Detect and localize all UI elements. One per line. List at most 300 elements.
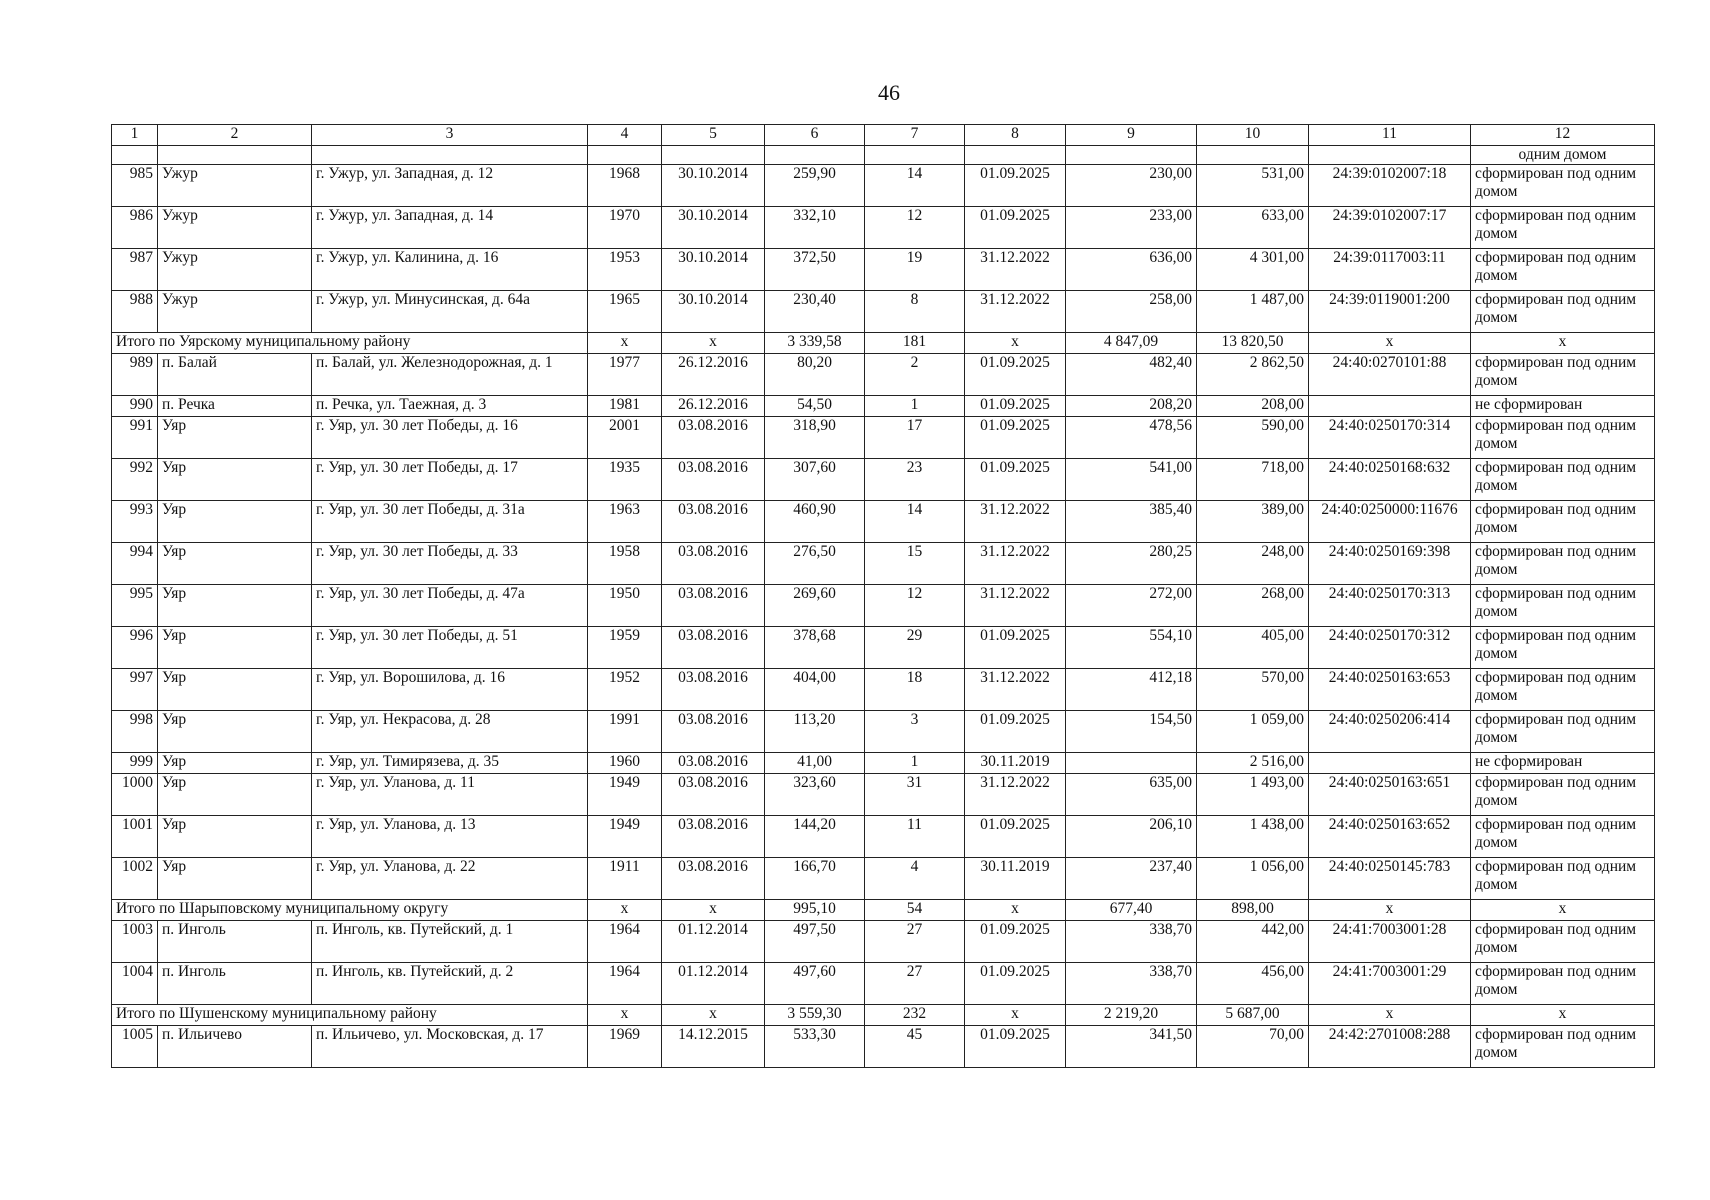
row-number: 992 bbox=[112, 459, 158, 501]
table-cell bbox=[112, 146, 158, 165]
land-area bbox=[1066, 753, 1197, 774]
land-status: сформирован под одним домом bbox=[1471, 963, 1655, 1005]
row-number: 986 bbox=[112, 207, 158, 249]
cadastral-number: 24:41:7003001:28 bbox=[1309, 921, 1471, 963]
relocation-date: 31.12.2022 bbox=[965, 249, 1066, 291]
land-status: сформирован под одним домом bbox=[1471, 921, 1655, 963]
residents: 15 bbox=[865, 543, 965, 585]
year-built: 1949 bbox=[588, 774, 662, 816]
table-row bbox=[112, 963, 1655, 1005]
cadastral-number bbox=[1309, 396, 1471, 417]
table-row bbox=[112, 816, 1655, 858]
table-row bbox=[112, 291, 1655, 333]
subtotal-cell: 677,40 bbox=[1066, 900, 1197, 921]
area: 276,50 bbox=[765, 543, 865, 585]
table-row bbox=[112, 1026, 1655, 1068]
relocation-date: 01.09.2025 bbox=[965, 627, 1066, 669]
page-number: 46 bbox=[878, 80, 900, 105]
table-cell bbox=[588, 146, 662, 165]
relocation-date: 01.09.2025 bbox=[965, 459, 1066, 501]
column-header: 12 bbox=[1471, 125, 1655, 146]
subtotal-cell: x bbox=[1471, 333, 1655, 354]
subtotal-cell: 3 339,58 bbox=[765, 333, 865, 354]
column-header: 5 bbox=[662, 125, 765, 146]
address: г. Уяр, ул. 30 лет Победы, д. 33 bbox=[312, 543, 588, 585]
land-status: сформирован под одним домом bbox=[1471, 291, 1655, 333]
subtotal-cell: 5 687,00 bbox=[1197, 1005, 1309, 1026]
date-recognized: 30.10.2014 bbox=[662, 207, 765, 249]
residents: 31 bbox=[865, 774, 965, 816]
table-row bbox=[112, 459, 1655, 501]
land-area-2: 1 493,00 bbox=[1197, 774, 1309, 816]
subtotal-cell: 13 820,50 bbox=[1197, 333, 1309, 354]
row-number: 997 bbox=[112, 669, 158, 711]
settlement: п. Ильичево bbox=[158, 1026, 312, 1068]
year-built: 1952 bbox=[588, 669, 662, 711]
land-area: 272,00 bbox=[1066, 585, 1197, 627]
table-row bbox=[112, 249, 1655, 291]
settlement: Уяр bbox=[158, 711, 312, 753]
row-number: 995 bbox=[112, 585, 158, 627]
relocation-date: 01.09.2025 bbox=[965, 921, 1066, 963]
settlement: Уяр bbox=[158, 858, 312, 900]
subtotal-cell: x bbox=[662, 333, 765, 354]
land-area: 482,40 bbox=[1066, 354, 1197, 396]
year-built: 1977 bbox=[588, 354, 662, 396]
year-built: 1950 bbox=[588, 585, 662, 627]
cadastral-number: 24:42:2701008:288 bbox=[1309, 1026, 1471, 1068]
table-row bbox=[112, 669, 1655, 711]
land-area: 478,56 bbox=[1066, 417, 1197, 459]
subtotal-label: Итого по Шушенскому муниципальному району bbox=[112, 1005, 588, 1026]
address: г. Уяр, ул. Тимирязева, д. 35 bbox=[312, 753, 588, 774]
subtotal-cell: x bbox=[965, 1005, 1066, 1026]
row-number: 991 bbox=[112, 417, 158, 459]
residents: 29 bbox=[865, 627, 965, 669]
year-built: 1959 bbox=[588, 627, 662, 669]
residents: 14 bbox=[865, 165, 965, 207]
continuation-row bbox=[112, 146, 1655, 165]
subtotal-cell: x bbox=[1309, 900, 1471, 921]
area: 259,90 bbox=[765, 165, 865, 207]
residents: 18 bbox=[865, 669, 965, 711]
year-built: 1953 bbox=[588, 249, 662, 291]
area: 372,50 bbox=[765, 249, 865, 291]
year-built: 1969 bbox=[588, 1026, 662, 1068]
table-cell bbox=[965, 146, 1066, 165]
cadastral-number: 24:39:0102007:17 bbox=[1309, 207, 1471, 249]
row-number: 996 bbox=[112, 627, 158, 669]
relocation-date: 31.12.2022 bbox=[965, 585, 1066, 627]
subtotal-cell: 181 bbox=[865, 333, 965, 354]
subtotal-row bbox=[112, 1005, 1655, 1026]
subtotal-cell: x bbox=[1309, 1005, 1471, 1026]
subtotal-cell: x bbox=[1309, 333, 1471, 354]
settlement: п. Инголь bbox=[158, 963, 312, 1005]
land-status: сформирован под одним домом bbox=[1471, 858, 1655, 900]
year-built: 1991 bbox=[588, 711, 662, 753]
column-header: 10 bbox=[1197, 125, 1309, 146]
land-area: 385,40 bbox=[1066, 501, 1197, 543]
land-area: 338,70 bbox=[1066, 921, 1197, 963]
cadastral-number: 24:40:0270101:88 bbox=[1309, 354, 1471, 396]
year-built: 1963 bbox=[588, 501, 662, 543]
land-status: сформирован под одним домом bbox=[1471, 774, 1655, 816]
row-number: 990 bbox=[112, 396, 158, 417]
settlement: Уяр bbox=[158, 816, 312, 858]
address: г. Уяр, ул. 30 лет Победы, д. 17 bbox=[312, 459, 588, 501]
land-area: 208,20 bbox=[1066, 396, 1197, 417]
cadastral-number: 24:41:7003001:29 bbox=[1309, 963, 1471, 1005]
table-row bbox=[112, 543, 1655, 585]
settlement: Ужур bbox=[158, 249, 312, 291]
land-area-2: 633,00 bbox=[1197, 207, 1309, 249]
year-built: 2001 bbox=[588, 417, 662, 459]
date-recognized: 03.08.2016 bbox=[662, 816, 765, 858]
table-row bbox=[112, 858, 1655, 900]
area: 497,50 bbox=[765, 921, 865, 963]
address: г. Ужур, ул. Калинина, д. 16 bbox=[312, 249, 588, 291]
subtotal-cell: 54 bbox=[865, 900, 965, 921]
settlement: п. Инголь bbox=[158, 921, 312, 963]
date-recognized: 01.12.2014 bbox=[662, 921, 765, 963]
subtotal-cell: 898,00 bbox=[1197, 900, 1309, 921]
address: г. Уяр, ул. Ворошилова, д. 16 bbox=[312, 669, 588, 711]
land-status: сформирован под одним домом bbox=[1471, 669, 1655, 711]
cadastral-number: 24:40:0250206:414 bbox=[1309, 711, 1471, 753]
table-row bbox=[112, 753, 1655, 774]
row-number: 1002 bbox=[112, 858, 158, 900]
land-area-2: 718,00 bbox=[1197, 459, 1309, 501]
residents: 1 bbox=[865, 396, 965, 417]
land-area-2: 1 487,00 bbox=[1197, 291, 1309, 333]
date-recognized: 03.08.2016 bbox=[662, 585, 765, 627]
residents: 17 bbox=[865, 417, 965, 459]
land-area: 230,00 bbox=[1066, 165, 1197, 207]
land-area: 206,10 bbox=[1066, 816, 1197, 858]
cadastral-number: 24:40:0250163:652 bbox=[1309, 816, 1471, 858]
relocation-date: 01.09.2025 bbox=[965, 963, 1066, 1005]
area: 307,60 bbox=[765, 459, 865, 501]
residents: 45 bbox=[865, 1026, 965, 1068]
relocation-date: 01.09.2025 bbox=[965, 711, 1066, 753]
year-built: 1958 bbox=[588, 543, 662, 585]
subtotal-cell: 232 bbox=[865, 1005, 965, 1026]
cadastral-number: 24:40:0250163:653 bbox=[1309, 669, 1471, 711]
settlement: п. Речка bbox=[158, 396, 312, 417]
settlement: Уяр bbox=[158, 753, 312, 774]
settlement: Уяр bbox=[158, 585, 312, 627]
land-status: сформирован под одним домом bbox=[1471, 165, 1655, 207]
row-number: 1003 bbox=[112, 921, 158, 963]
land-area-2: 2 516,00 bbox=[1197, 753, 1309, 774]
relocation-date: 01.09.2025 bbox=[965, 165, 1066, 207]
year-built: 1981 bbox=[588, 396, 662, 417]
land-area: 237,40 bbox=[1066, 858, 1197, 900]
residents: 23 bbox=[865, 459, 965, 501]
residents: 12 bbox=[865, 207, 965, 249]
row-number: 989 bbox=[112, 354, 158, 396]
cadastral-number: 24:39:0117003:11 bbox=[1309, 249, 1471, 291]
address: г. Уяр, ул. 30 лет Победы, д. 16 bbox=[312, 417, 588, 459]
address: г. Уяр, ул. 30 лет Победы, д. 31а bbox=[312, 501, 588, 543]
table-cell bbox=[312, 146, 588, 165]
land-status: сформирован под одним домом bbox=[1471, 627, 1655, 669]
subtotal-cell: 3 559,30 bbox=[765, 1005, 865, 1026]
area: 378,68 bbox=[765, 627, 865, 669]
year-built: 1968 bbox=[588, 165, 662, 207]
address: г. Ужур, ул. Западная, д. 14 bbox=[312, 207, 588, 249]
land-status: сформирован под одним домом bbox=[1471, 543, 1655, 585]
row-number: 1004 bbox=[112, 963, 158, 1005]
land-area: 541,00 bbox=[1066, 459, 1197, 501]
column-header: 11 bbox=[1309, 125, 1471, 146]
date-recognized: 03.08.2016 bbox=[662, 669, 765, 711]
cadastral-number: 24:40:0250169:398 bbox=[1309, 543, 1471, 585]
cadastral-number: 24:40:0250145:783 bbox=[1309, 858, 1471, 900]
relocation-date: 01.09.2025 bbox=[965, 1026, 1066, 1068]
table-cell bbox=[865, 146, 965, 165]
area: 460,90 bbox=[765, 501, 865, 543]
land-status: сформирован под одним домом bbox=[1471, 501, 1655, 543]
area: 269,60 bbox=[765, 585, 865, 627]
table-row bbox=[112, 711, 1655, 753]
column-header: 8 bbox=[965, 125, 1066, 146]
subtotal-cell: x bbox=[662, 900, 765, 921]
date-recognized: 03.08.2016 bbox=[662, 774, 765, 816]
column-header: 1 bbox=[112, 125, 158, 146]
relocation-date: 31.12.2022 bbox=[965, 291, 1066, 333]
subtotal-cell: 2 219,20 bbox=[1066, 1005, 1197, 1026]
address: г. Уяр, ул. Уланова, д. 11 bbox=[312, 774, 588, 816]
area: 230,40 bbox=[765, 291, 865, 333]
subtotal-cell: x bbox=[1471, 900, 1655, 921]
land-area-2: 405,00 bbox=[1197, 627, 1309, 669]
relocation-date: 01.09.2025 bbox=[965, 396, 1066, 417]
area: 144,20 bbox=[765, 816, 865, 858]
table-cell bbox=[1066, 146, 1197, 165]
area: 404,00 bbox=[765, 669, 865, 711]
address: г. Ужур, ул. Западная, д. 12 bbox=[312, 165, 588, 207]
land-area-2: 590,00 bbox=[1197, 417, 1309, 459]
table-row bbox=[112, 396, 1655, 417]
land-status: не сформирован bbox=[1471, 396, 1655, 417]
relocation-date: 01.09.2025 bbox=[965, 816, 1066, 858]
date-recognized: 26.12.2016 bbox=[662, 354, 765, 396]
address: п. Балай, ул. Железнодорожная, д. 1 bbox=[312, 354, 588, 396]
row-number: 1005 bbox=[112, 1026, 158, 1068]
table-row bbox=[112, 501, 1655, 543]
subtotal-label: Итого по Уярскому муниципальному району bbox=[112, 333, 588, 354]
land-area: 635,00 bbox=[1066, 774, 1197, 816]
land-area-2: 1 438,00 bbox=[1197, 816, 1309, 858]
column-header-row bbox=[112, 125, 1655, 146]
land-status: не сформирован bbox=[1471, 753, 1655, 774]
cadastral-number: 24:40:0250163:651 bbox=[1309, 774, 1471, 816]
row-number: 1000 bbox=[112, 774, 158, 816]
subtotal-cell: x bbox=[965, 900, 1066, 921]
table-cell bbox=[1197, 146, 1309, 165]
land-status: сформирован под одним домом bbox=[1471, 585, 1655, 627]
table-cell bbox=[662, 146, 765, 165]
row-number: 994 bbox=[112, 543, 158, 585]
table-cell bbox=[765, 146, 865, 165]
subtotal-cell: x bbox=[588, 900, 662, 921]
residents: 11 bbox=[865, 816, 965, 858]
land-area-2: 1 059,00 bbox=[1197, 711, 1309, 753]
column-header: 4 bbox=[588, 125, 662, 146]
cadastral-number: 24:40:0250170:314 bbox=[1309, 417, 1471, 459]
residents: 27 bbox=[865, 963, 965, 1005]
table-row bbox=[112, 165, 1655, 207]
subtotal-cell: x bbox=[588, 333, 662, 354]
address: г. Уяр, ул. Уланова, д. 13 bbox=[312, 816, 588, 858]
residents: 3 bbox=[865, 711, 965, 753]
address: п. Ильичево, ул. Московская, д. 17 bbox=[312, 1026, 588, 1068]
land-area: 154,50 bbox=[1066, 711, 1197, 753]
subtotal-row bbox=[112, 333, 1655, 354]
relocation-date: 31.12.2022 bbox=[965, 543, 1066, 585]
row-number: 1001 bbox=[112, 816, 158, 858]
column-header: 3 bbox=[312, 125, 588, 146]
residents: 8 bbox=[865, 291, 965, 333]
land-area-2: 70,00 bbox=[1197, 1026, 1309, 1068]
settlement: Ужур bbox=[158, 165, 312, 207]
date-recognized: 03.08.2016 bbox=[662, 858, 765, 900]
date-recognized: 14.12.2015 bbox=[662, 1026, 765, 1068]
date-recognized: 03.08.2016 bbox=[662, 753, 765, 774]
residents: 19 bbox=[865, 249, 965, 291]
land-area-2: 4 301,00 bbox=[1197, 249, 1309, 291]
relocation-date: 31.12.2022 bbox=[965, 774, 1066, 816]
land-area: 258,00 bbox=[1066, 291, 1197, 333]
address: п. Инголь, кв. Путейский, д. 1 bbox=[312, 921, 588, 963]
table-row bbox=[112, 417, 1655, 459]
address: п. Инголь, кв. Путейский, д. 2 bbox=[312, 963, 588, 1005]
address: г. Уяр, ул. Уланова, д. 22 bbox=[312, 858, 588, 900]
row-number: 988 bbox=[112, 291, 158, 333]
year-built: 1949 bbox=[588, 816, 662, 858]
subtotal-cell: x bbox=[662, 1005, 765, 1026]
settlement: Уяр bbox=[158, 459, 312, 501]
area: 332,10 bbox=[765, 207, 865, 249]
residents: 1 bbox=[865, 753, 965, 774]
land-status: сформирован под одним домом bbox=[1471, 816, 1655, 858]
table-row bbox=[112, 354, 1655, 396]
table-row bbox=[112, 774, 1655, 816]
table-row bbox=[112, 627, 1655, 669]
column-header: 7 bbox=[865, 125, 965, 146]
subtotal-cell: 995,10 bbox=[765, 900, 865, 921]
land-area-2: 248,00 bbox=[1197, 543, 1309, 585]
area: 80,20 bbox=[765, 354, 865, 396]
area: 497,60 bbox=[765, 963, 865, 1005]
relocation-date: 01.09.2025 bbox=[965, 417, 1066, 459]
land-area-2: 570,00 bbox=[1197, 669, 1309, 711]
land-status: сформирован под одним домом bbox=[1471, 711, 1655, 753]
year-built: 1964 bbox=[588, 921, 662, 963]
land-area: 341,50 bbox=[1066, 1026, 1197, 1068]
cadastral-number: 24:40:0250170:312 bbox=[1309, 627, 1471, 669]
land-area-2: 2 862,50 bbox=[1197, 354, 1309, 396]
date-recognized: 03.08.2016 bbox=[662, 711, 765, 753]
cadastral-number bbox=[1309, 753, 1471, 774]
date-recognized: 03.08.2016 bbox=[662, 543, 765, 585]
subtotal-label: Итого по Шарыповскому муниципальному округу bbox=[112, 900, 588, 921]
date-recognized: 03.08.2016 bbox=[662, 501, 765, 543]
area: 323,60 bbox=[765, 774, 865, 816]
land-area-2: 456,00 bbox=[1197, 963, 1309, 1005]
table-row bbox=[112, 585, 1655, 627]
date-recognized: 03.08.2016 bbox=[662, 459, 765, 501]
cadastral-number: 24:39:0119001:200 bbox=[1309, 291, 1471, 333]
table-row bbox=[112, 921, 1655, 963]
address: г. Уяр, ул. 30 лет Победы, д. 47а bbox=[312, 585, 588, 627]
row-number: 987 bbox=[112, 249, 158, 291]
land-status: сформирован под одним домом bbox=[1471, 207, 1655, 249]
land-area-2: 1 056,00 bbox=[1197, 858, 1309, 900]
date-recognized: 03.08.2016 bbox=[662, 417, 765, 459]
relocation-date: 31.12.2022 bbox=[965, 501, 1066, 543]
year-built: 1960 bbox=[588, 753, 662, 774]
settlement: Уяр bbox=[158, 501, 312, 543]
table-row bbox=[112, 207, 1655, 249]
settlement: Уяр bbox=[158, 543, 312, 585]
residents: 2 bbox=[865, 354, 965, 396]
address: п. Речка, ул. Таежная, д. 3 bbox=[312, 396, 588, 417]
row-number: 998 bbox=[112, 711, 158, 753]
relocation-date: 01.09.2025 bbox=[965, 207, 1066, 249]
address: г. Ужур, ул. Минусинская, д. 64а bbox=[312, 291, 588, 333]
table-cell bbox=[158, 146, 312, 165]
settlement: Уяр bbox=[158, 627, 312, 669]
settlement: п. Балай bbox=[158, 354, 312, 396]
column-header: 9 bbox=[1066, 125, 1197, 146]
settlement: Ужур bbox=[158, 207, 312, 249]
date-recognized: 01.12.2014 bbox=[662, 963, 765, 1005]
land-area: 554,10 bbox=[1066, 627, 1197, 669]
area: 41,00 bbox=[765, 753, 865, 774]
row-number: 999 bbox=[112, 753, 158, 774]
housing-registry-table bbox=[111, 124, 1655, 1068]
land-status: сформирован под одним домом bbox=[1471, 354, 1655, 396]
year-built: 1911 bbox=[588, 858, 662, 900]
subtotal-cell: 4 847,09 bbox=[1066, 333, 1197, 354]
relocation-date: 30.11.2019 bbox=[965, 753, 1066, 774]
land-status: сформирован под одним домом bbox=[1471, 459, 1655, 501]
subtotal-cell: x bbox=[1471, 1005, 1655, 1026]
address: г. Уяр, ул. Некрасова, д. 28 bbox=[312, 711, 588, 753]
settlement: Ужур bbox=[158, 291, 312, 333]
land-area: 280,25 bbox=[1066, 543, 1197, 585]
land-status: сформирован под одним домом bbox=[1471, 417, 1655, 459]
area: 54,50 bbox=[765, 396, 865, 417]
land-area-2: 389,00 bbox=[1197, 501, 1309, 543]
residents: 4 bbox=[865, 858, 965, 900]
column-header: 2 bbox=[158, 125, 312, 146]
continuation-note: одним домом bbox=[1471, 146, 1655, 165]
year-built: 1970 bbox=[588, 207, 662, 249]
residents: 27 bbox=[865, 921, 965, 963]
cadastral-number: 24:40:0250000:11676 bbox=[1309, 501, 1471, 543]
cadastral-number: 24:39:0102007:18 bbox=[1309, 165, 1471, 207]
subtotal-cell: x bbox=[588, 1005, 662, 1026]
land-area: 338,70 bbox=[1066, 963, 1197, 1005]
area: 318,90 bbox=[765, 417, 865, 459]
date-recognized: 30.10.2014 bbox=[662, 165, 765, 207]
address: г. Уяр, ул. 30 лет Победы, д. 51 bbox=[312, 627, 588, 669]
cadastral-number: 24:40:0250168:632 bbox=[1309, 459, 1471, 501]
